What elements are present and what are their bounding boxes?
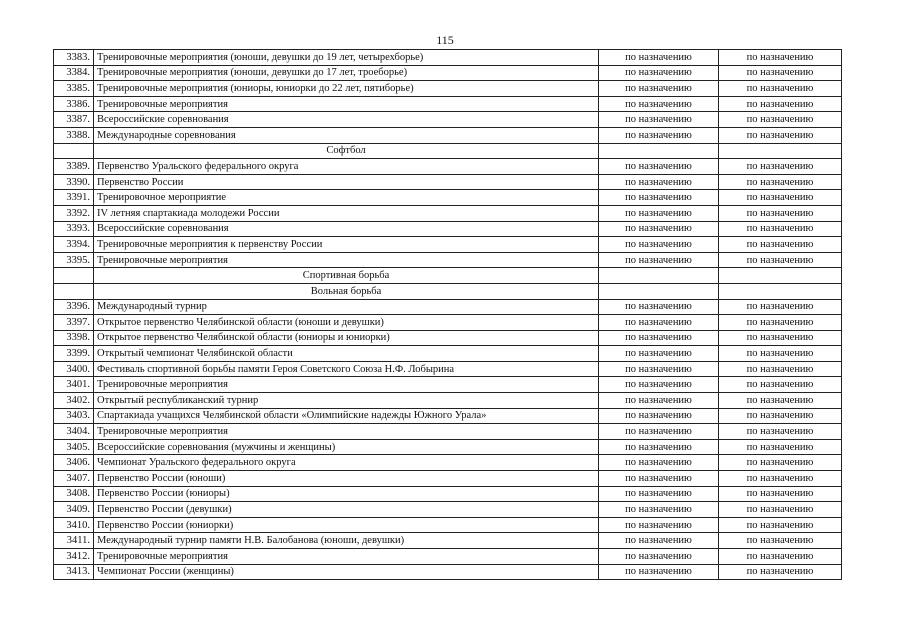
event-col1: по назначению: [599, 455, 719, 471]
event-name: Тренировочные мероприятия (юноши, девушки до 17 лет, троеборье): [94, 65, 599, 81]
event-col1: по назначению: [599, 112, 719, 128]
row-number: 3398.: [54, 330, 94, 346]
event-col1: по назначению: [599, 315, 719, 331]
event-col2: по назначению: [719, 455, 842, 471]
event-name: Первенство России (юниоры): [94, 486, 599, 502]
event-col2: по назначению: [719, 517, 842, 533]
event-name: Открытое первенство Челябинской области (юниоры и юниорки): [94, 330, 599, 346]
table-row: [54, 237, 842, 253]
event-name: Тренировочные мероприятия: [94, 252, 599, 268]
event-col2: по назначению: [719, 190, 842, 206]
event-col1: по назначению: [599, 96, 719, 112]
table-row: [54, 486, 842, 502]
event-name: Тренировочные мероприятия: [94, 424, 599, 440]
table-row: [54, 424, 842, 440]
section-row: [54, 143, 842, 159]
event-col1: по назначению: [599, 471, 719, 487]
events-table-body: [54, 50, 842, 580]
row-number: 3400.: [54, 361, 94, 377]
event-col2: по назначению: [719, 439, 842, 455]
event-col2: по назначению: [719, 315, 842, 331]
event-name: Всероссийские соревнования (мужчины и женщины): [94, 439, 599, 455]
event-name: Тренировочные мероприятия: [94, 377, 599, 393]
table-row: [54, 252, 842, 268]
event-col2: по назначению: [719, 549, 842, 565]
table-row: [54, 50, 842, 66]
event-name: Первенство России (юниорки): [94, 517, 599, 533]
section-col1-cell: [599, 283, 719, 299]
table-row: [54, 533, 842, 549]
event-name: Первенство России: [94, 174, 599, 190]
event-name: Международный турнир: [94, 299, 599, 315]
table-row: [54, 299, 842, 315]
row-number: 3401.: [54, 377, 94, 393]
event-col2: по назначению: [719, 252, 842, 268]
section-title: Вольная борьба: [94, 283, 599, 299]
table-row: [54, 361, 842, 377]
event-col1: по назначению: [599, 502, 719, 518]
table-row: [54, 330, 842, 346]
table-row: [54, 159, 842, 175]
table-row: [54, 408, 842, 424]
table-row: [54, 564, 842, 580]
event-name: Тренировочные мероприятия: [94, 549, 599, 565]
section-number-cell: [54, 283, 94, 299]
row-number: 3411.: [54, 533, 94, 549]
section-number-cell: [54, 268, 94, 284]
row-number: 3402.: [54, 393, 94, 409]
event-col2: по назначению: [719, 159, 842, 175]
table-row: [54, 346, 842, 362]
table-row: [54, 221, 842, 237]
event-col1: по назначению: [599, 424, 719, 440]
section-col1-cell: [599, 268, 719, 284]
table-row: [54, 205, 842, 221]
row-number: 3394.: [54, 237, 94, 253]
event-col1: по назначению: [599, 221, 719, 237]
table-row: [54, 471, 842, 487]
event-name: Первенство России (девушки): [94, 502, 599, 518]
event-col2: по назначению: [719, 533, 842, 549]
event-name: Первенство Уральского федерального округа: [94, 159, 599, 175]
row-number: 3412.: [54, 549, 94, 565]
event-col2: по назначению: [719, 502, 842, 518]
section-number-cell: [54, 143, 94, 159]
event-col2: по назначению: [719, 330, 842, 346]
row-number: 3388.: [54, 127, 94, 143]
event-name: Международные соревнования: [94, 127, 599, 143]
event-name: Международный турнир памяти Н.В. Балобанова (юноши, девушки): [94, 533, 599, 549]
row-number: 3389.: [54, 159, 94, 175]
table-row: [54, 549, 842, 565]
row-number: 3408.: [54, 486, 94, 502]
row-number: 3409.: [54, 502, 94, 518]
event-col2: по назначению: [719, 564, 842, 580]
event-col1: по назначению: [599, 533, 719, 549]
event-name: Тренировочные мероприятия (юноши, девушки до 19 лет, четырехборье): [94, 50, 599, 66]
row-number: 3407.: [54, 471, 94, 487]
event-col2: по назначению: [719, 424, 842, 440]
event-col1: по назначению: [599, 549, 719, 565]
row-number: 3385.: [54, 81, 94, 97]
event-col1: по назначению: [599, 486, 719, 502]
event-name: Чемпионат Уральского федерального округа: [94, 455, 599, 471]
event-col1: по назначению: [599, 174, 719, 190]
row-number: 3399.: [54, 346, 94, 362]
event-col2: по назначению: [719, 237, 842, 253]
event-col1: по назначению: [599, 65, 719, 81]
event-col2: по назначению: [719, 81, 842, 97]
row-number: 3391.: [54, 190, 94, 206]
table-row: [54, 517, 842, 533]
event-col1: по назначению: [599, 517, 719, 533]
event-col1: по назначению: [599, 159, 719, 175]
event-col2: по назначению: [719, 65, 842, 81]
event-name: Тренировочные мероприятия: [94, 96, 599, 112]
event-col2: по назначению: [719, 377, 842, 393]
table-row: [54, 393, 842, 409]
event-col1: по назначению: [599, 377, 719, 393]
table-row: [54, 81, 842, 97]
table-row: [54, 65, 842, 81]
event-col1: по назначению: [599, 81, 719, 97]
section-row: [54, 268, 842, 284]
event-col1: по назначению: [599, 127, 719, 143]
table-row: [54, 174, 842, 190]
event-col2: по назначению: [719, 50, 842, 66]
table-row: [54, 315, 842, 331]
table-row: [54, 127, 842, 143]
row-number: 3395.: [54, 252, 94, 268]
event-col1: по назначению: [599, 439, 719, 455]
table-row: [54, 190, 842, 206]
row-number: 3397.: [54, 315, 94, 331]
event-col1: по назначению: [599, 205, 719, 221]
event-name: Открытый чемпионат Челябинской области: [94, 346, 599, 362]
event-col2: по назначению: [719, 299, 842, 315]
row-number: 3393.: [54, 221, 94, 237]
event-col2: по назначению: [719, 221, 842, 237]
event-name: Спартакиада учащихся Челябинской области «Олимпийские надежды Южного Урала»: [94, 408, 599, 424]
event-col1: по назначению: [599, 393, 719, 409]
row-number: 3405.: [54, 439, 94, 455]
table-row: [54, 112, 842, 128]
event-col2: по назначению: [719, 471, 842, 487]
row-number: 3403.: [54, 408, 94, 424]
row-number: 3384.: [54, 65, 94, 81]
event-col1: по назначению: [599, 330, 719, 346]
section-row: [54, 283, 842, 299]
row-number: 3406.: [54, 455, 94, 471]
event-name: Тренировочные мероприятия к первенству России: [94, 237, 599, 253]
event-col2: по назначению: [719, 361, 842, 377]
section-title: Софтбол: [94, 143, 599, 159]
table-row: [54, 455, 842, 471]
event-col2: по назначению: [719, 112, 842, 128]
row-number: 3396.: [54, 299, 94, 315]
event-col2: по назначению: [719, 346, 842, 362]
row-number: 3390.: [54, 174, 94, 190]
event-col2: по назначению: [719, 96, 842, 112]
section-col2-cell: [719, 283, 842, 299]
event-col1: по назначению: [599, 190, 719, 206]
table-row: [54, 439, 842, 455]
section-col2-cell: [719, 268, 842, 284]
event-col1: по назначению: [599, 408, 719, 424]
event-col1: по назначению: [599, 237, 719, 253]
event-name: Тренировочные мероприятия (юниоры, юниорки до 22 лет, пятиборье): [94, 81, 599, 97]
event-name: Тренировочное мероприятие: [94, 190, 599, 206]
event-name: Фестиваль спортивной борьбы памяти Героя Советского Союза Н.Ф. Лобырина: [94, 361, 599, 377]
row-number: 3387.: [54, 112, 94, 128]
row-number: 3383.: [54, 50, 94, 66]
event-name: Открытое первенство Челябинской области (юноши и девушки): [94, 315, 599, 331]
row-number: 3386.: [54, 96, 94, 112]
section-col1-cell: [599, 143, 719, 159]
section-title: Спортивная борьба: [94, 268, 599, 284]
table-row: [54, 377, 842, 393]
page-number: 115: [436, 33, 454, 47]
events-table: [53, 49, 842, 580]
event-name: IV летняя спартакиада молодежи России: [94, 205, 599, 221]
row-number: 3413.: [54, 564, 94, 580]
event-col1: по назначению: [599, 361, 719, 377]
event-col2: по назначению: [719, 127, 842, 143]
event-col2: по назначению: [719, 174, 842, 190]
event-name: Чемпионат России (женщины): [94, 564, 599, 580]
row-number: 3410.: [54, 517, 94, 533]
event-name: Первенство России (юноши): [94, 471, 599, 487]
table-row: [54, 96, 842, 112]
row-number: 3392.: [54, 205, 94, 221]
event-name: Всероссийские соревнования: [94, 221, 599, 237]
table-row: [54, 502, 842, 518]
event-name: Всероссийские соревнования: [94, 112, 599, 128]
event-col1: по назначению: [599, 50, 719, 66]
event-col2: по назначению: [719, 393, 842, 409]
event-col1: по назначению: [599, 252, 719, 268]
event-col1: по назначению: [599, 564, 719, 580]
event-col2: по назначению: [719, 486, 842, 502]
event-name: Открытый республиканский турнир: [94, 393, 599, 409]
event-col1: по назначению: [599, 299, 719, 315]
section-col2-cell: [719, 143, 842, 159]
row-number: 3404.: [54, 424, 94, 440]
event-col1: по назначению: [599, 346, 719, 362]
event-col2: по назначению: [719, 205, 842, 221]
event-col2: по назначению: [719, 408, 842, 424]
